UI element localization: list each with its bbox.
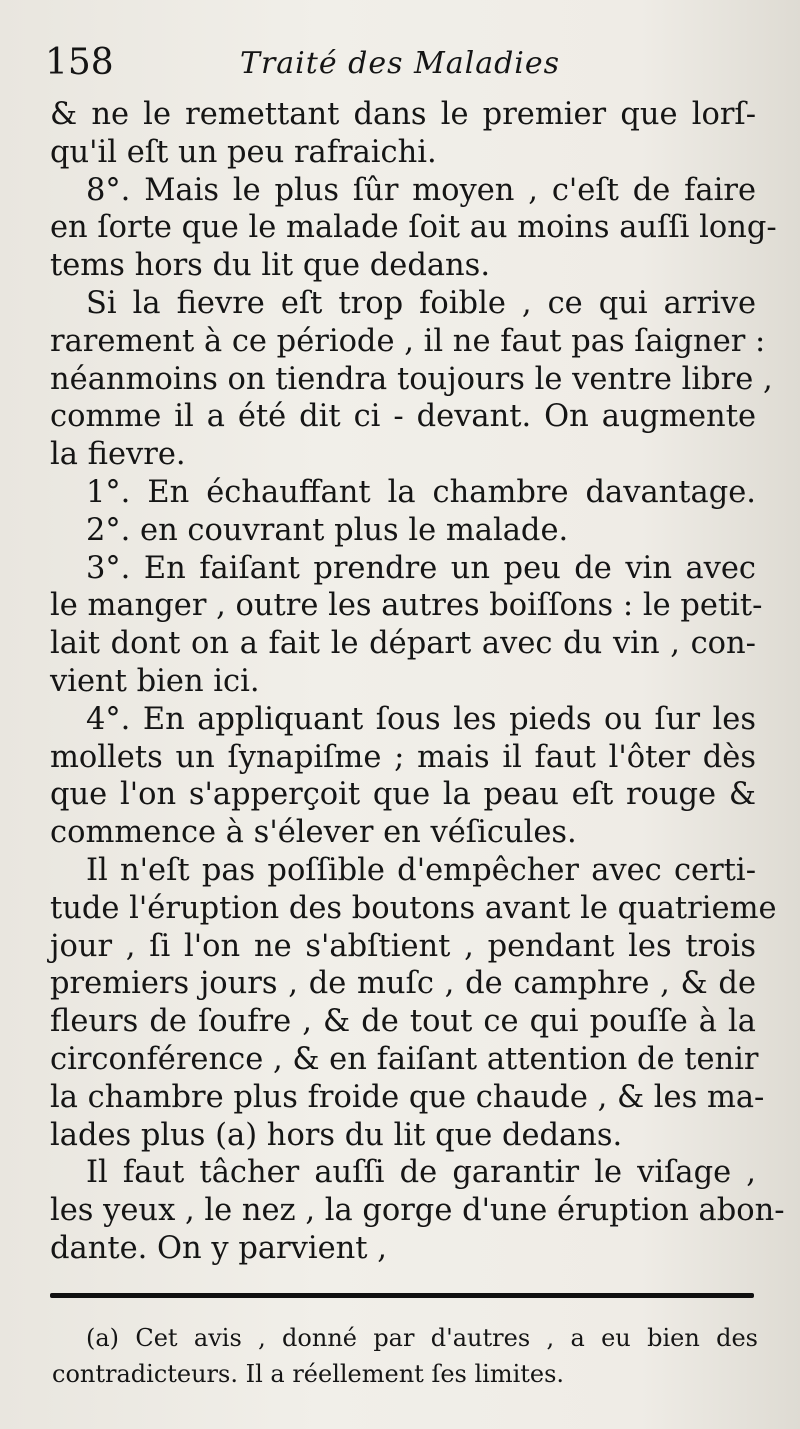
running-title: Traité des Maladies	[239, 46, 561, 81]
text-line: en ſorte que le malade ſoit au moins auſſi long-	[50, 210, 777, 246]
page-header	[45, 42, 755, 92]
text-line: comme il a été dit ci - devant. On augmente	[50, 399, 756, 435]
text-line: les yeux , le nez , la gorge d'une éruption abon-	[50, 1193, 785, 1229]
text-line: 2°. en couvrant plus le malade.	[86, 512, 569, 548]
footnote-line: (a) Cet avis , donné par d'autres , a eu bien des	[86, 1324, 758, 1352]
body-text	[50, 96, 785, 1268]
text-line: la fievre.	[50, 437, 186, 473]
text-line: néanmoins on tiendra toujours le ventre libre ,	[50, 361, 773, 397]
text-line: premiers jours , de muſc , de camphre , & de	[50, 966, 756, 1002]
text-line: tude l'éruption des boutons avant le quatrieme	[50, 890, 777, 926]
text-line: que l'on s'apperçoit que la peau eſt rouge &	[50, 777, 756, 813]
text-line: 4°. En appliquant ſous les pieds ou ſur les	[86, 701, 756, 737]
text-line: circonférence , & en faiſant attention de tenir	[50, 1041, 759, 1077]
text-line: lades plus (a) hors du lit que dedans.	[50, 1117, 623, 1153]
footnote-divider	[50, 1293, 754, 1298]
text-line: dante. On y parvient ,	[50, 1230, 387, 1266]
text-line: jour , ſi l'on ne s'abſtient , pendant les trois	[50, 928, 756, 964]
text-line: Il n'eſt pas poſſible d'empêcher avec certi-	[86, 852, 756, 888]
text-line: rarement à ce période , il ne faut pas ſaigner :	[50, 323, 766, 359]
text-line: Il faut tâcher auſſi de garantir le viſage ,	[86, 1155, 756, 1191]
text-line: la chambre plus froide que chaude , & les ma-	[50, 1079, 765, 1115]
text-line: le manger , outre les autres boiſſons : le petit-	[50, 588, 763, 624]
text-line: qu'il eſt un peu rafraichi.	[50, 134, 437, 170]
text-line: tems hors du lit que dedans.	[50, 248, 491, 284]
text-line: 1°. En échauffant la chambre davantage.	[86, 474, 756, 510]
text-line: Si la fievre eſt trop foible , ce qui arrive	[86, 285, 756, 321]
text-line: vient bien ici.	[50, 663, 260, 699]
text-line: 3°. En faiſant prendre un peu de vin avec	[86, 550, 756, 586]
text-line: 8°. Mais le plus ſûr moyen , c'eſt de faire	[86, 172, 756, 208]
text-line: commence à s'élever en véſicules.	[50, 815, 577, 851]
text-line: fleurs de ſoufre , & de tout ce qui pouſſe à la	[50, 1004, 756, 1040]
text-line: mollets un ſynapiſme ; mais il faut l'ôter dès	[50, 739, 756, 775]
page-number: 158	[45, 42, 114, 83]
footnote	[52, 1320, 758, 1392]
footnote-line: contradicteurs. Il a réellement ſes limites.	[52, 1360, 565, 1388]
text-line: lait dont on a fait le départ avec du vin , con-	[50, 626, 756, 662]
text-line: & ne le remettant dans le premier que lorſ-	[50, 97, 756, 132]
